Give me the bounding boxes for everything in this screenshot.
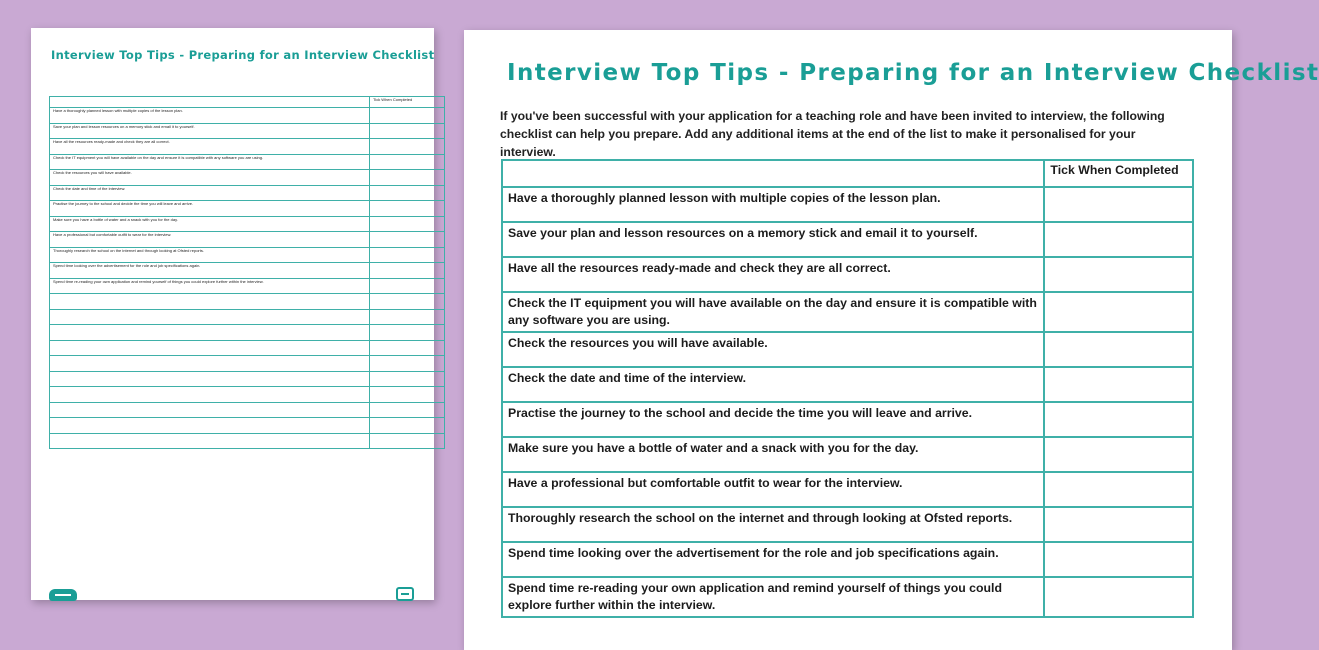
thumbnail-tick-box [370, 371, 445, 387]
tick-box[interactable] [1044, 437, 1193, 472]
checklist-item-text: Spend time re-reading your own application and remind yourself of things you could explore further within the interview. [502, 577, 1044, 617]
thumbnail-item-text [50, 309, 370, 325]
tick-box[interactable] [1044, 402, 1193, 437]
table-header-row [502, 160, 1193, 187]
thumbnail-tick-box [370, 325, 445, 341]
thumbnail-row [50, 418, 445, 434]
checklist-row [502, 367, 1193, 402]
tick-box[interactable] [1044, 257, 1193, 292]
tick-column-header: Tick When Completed [1044, 160, 1193, 187]
checklist-row [502, 257, 1193, 292]
checklist-item-text: Thoroughly research the school on the internet and through looking at Ofsted reports. [502, 507, 1044, 542]
thumbnail-tick-box [370, 340, 445, 356]
thumbnail-item-text: Spend time re-reading your own application and remind yourself of things you could explore further within the interview. [50, 278, 370, 294]
intro-paragraph: If you've been successful with your application for a teaching role and have been invited to interview, the following checklist can help you prepare. Add any additional items at the end of the list to make it personalised for your interview. [500, 109, 1165, 159]
checklist-item-text: Spend time looking over the advertisement for the role and job specifications again. [502, 542, 1044, 577]
thumbnail-tick-box [370, 278, 445, 294]
thumbnail-item-text: Save your plan and lesson resources on a memory stick and email it to yourself. [50, 123, 370, 139]
thumbnail-row [50, 294, 445, 310]
checklist-table [501, 159, 1194, 618]
thumbnail-row [50, 201, 445, 217]
tick-box[interactable] [1044, 332, 1193, 367]
thumbnail-tick-box [370, 402, 445, 418]
thumbnail-row [50, 185, 445, 201]
thumbnail-tick-box [370, 309, 445, 325]
thumbnail-item-text: Have all the resources ready-made and check they are all correct. [50, 139, 370, 155]
checklist-item-text: Save your plan and lesson resources on a memory stick and email it to yourself. [502, 222, 1044, 257]
thumbnail-row [50, 371, 445, 387]
thumbnail-row [50, 356, 445, 372]
checklist-row [502, 222, 1193, 257]
thumbnail-page [31, 28, 434, 600]
checklist-row [502, 542, 1193, 577]
main-page [464, 30, 1319, 650]
thumbnail-row [50, 433, 445, 449]
tick-box[interactable] [1044, 187, 1193, 222]
thumbnail-row [50, 232, 445, 248]
tick-box[interactable] [1044, 222, 1193, 257]
thumbnail-item-text: Check the date and time of the interview. [50, 185, 370, 201]
thumbnail-row [50, 123, 445, 139]
checklist-item-text: Have a thoroughly planned lesson with multiple copies of the lesson plan. [502, 187, 1044, 222]
thumbnail-item-text [50, 402, 370, 418]
checklist-row [502, 437, 1193, 472]
thumbnail-tick-box [370, 123, 445, 139]
thumbnail-item-text: Have a thoroughly planned lesson with multiple copies of the lesson plan. [50, 108, 370, 124]
checklist-item-text: Have a professional but comfortable outfit to wear for the interview. [502, 472, 1044, 507]
thumbnail-tick-box [370, 108, 445, 124]
thumbnail-item-text: Have a professional but comfortable outfit to wear for the interview. [50, 232, 370, 248]
thumbnail-item-text: Spend time looking over the advertisement for the role and job specifications again. [50, 263, 370, 279]
tick-box[interactable] [1044, 472, 1193, 507]
thumbnail-item-text [50, 433, 370, 449]
thumbnail-row [50, 309, 445, 325]
thumbnail-row [50, 108, 445, 124]
thumbnail-table-body [50, 97, 445, 449]
tick-box[interactable] [1044, 577, 1193, 617]
checklist-item-text: Have all the resources ready-made and check they are all correct. [502, 257, 1044, 292]
thumbnail-tick-box [370, 185, 445, 201]
item-column-header [502, 160, 1044, 187]
thumbnail-checklist-table [49, 96, 445, 449]
thumbnail-row [50, 325, 445, 341]
thumbnail-tick-box [370, 232, 445, 248]
checklist-item-text: Check the date and time of the interview. [502, 367, 1044, 402]
secondary-logo-icon [396, 587, 414, 601]
thumbnail-item-text [50, 387, 370, 403]
thumbnail-item-text: Check the resources you will have available. [50, 170, 370, 186]
thumbnail-row [50, 154, 445, 170]
thumbnail-tick-box [370, 216, 445, 232]
thumbnail-tick-box [370, 201, 445, 217]
checklist-row [502, 332, 1193, 367]
tick-box[interactable] [1044, 367, 1193, 402]
thumbnail-item-text [50, 371, 370, 387]
publisher-logo-icon [49, 589, 77, 601]
checklist-row [502, 402, 1193, 437]
thumbnail-row [50, 216, 445, 232]
checklist-row [502, 292, 1193, 332]
checklist-row [502, 187, 1193, 222]
tick-box[interactable] [1044, 507, 1193, 542]
thumbnail-tick-column-header: Tick When Completed [370, 97, 445, 108]
checklist-row [502, 507, 1193, 542]
thumbnail-row [50, 387, 445, 403]
thumbnail-tick-box [370, 294, 445, 310]
checklist-item-text: Make sure you have a bottle of water and a snack with you for the day. [502, 437, 1044, 472]
thumbnail-item-column-header [50, 97, 370, 108]
thumbnail-tick-box [370, 139, 445, 155]
thumbnail-tick-box [370, 247, 445, 263]
tick-box[interactable] [1044, 542, 1193, 577]
checklist-item-text: Check the resources you will have available. [502, 332, 1044, 367]
thumbnail-tick-box [370, 387, 445, 403]
thumbnail-row [50, 278, 445, 294]
page-title: Interview Top Tips - Preparing for an Interview Checklist [507, 60, 1319, 86]
thumbnail-tick-box [370, 433, 445, 449]
thumbnail-tick-box [370, 356, 445, 372]
thumbnail-item-text [50, 294, 370, 310]
checklist-row [502, 577, 1193, 617]
checklist-row [502, 472, 1193, 507]
thumbnail-item-text [50, 325, 370, 341]
checklist-item-text: Check the IT equipment you will have available on the day and ensure it is compatible with any software you are using. [502, 292, 1044, 332]
thumbnail-item-text: Thoroughly research the school on the internet and through looking at Ofsted reports. [50, 247, 370, 263]
thumbnail-header-row [50, 97, 445, 108]
thumbnail-row [50, 247, 445, 263]
thumbnail-item-text: Practise the journey to the school and decide the time you will leave and arrive. [50, 201, 370, 217]
thumbnail-tick-box [370, 263, 445, 279]
thumbnail-tick-box [370, 154, 445, 170]
thumbnail-item-text: Check the IT equipment you will have available on the day and ensure it is compatible with any software you are using. [50, 154, 370, 170]
checklist-body [502, 187, 1193, 617]
thumbnail-tick-box [370, 170, 445, 186]
thumbnail-title: Interview Top Tips - Preparing for an Interview Checklist [51, 48, 435, 62]
thumbnail-item-text [50, 356, 370, 372]
tick-box[interactable] [1044, 292, 1193, 332]
thumbnail-row [50, 402, 445, 418]
thumbnail-item-text: Make sure you have a bottle of water and a snack with you for the day. [50, 216, 370, 232]
thumbnail-row [50, 263, 445, 279]
checklist-item-text: Practise the journey to the school and decide the time you will leave and arrive. [502, 402, 1044, 437]
thumbnail-row [50, 170, 445, 186]
thumbnail-row [50, 340, 445, 356]
thumbnail-row [50, 139, 445, 155]
thumbnail-item-text [50, 418, 370, 434]
thumbnail-item-text [50, 340, 370, 356]
thumbnail-tick-box [370, 418, 445, 434]
